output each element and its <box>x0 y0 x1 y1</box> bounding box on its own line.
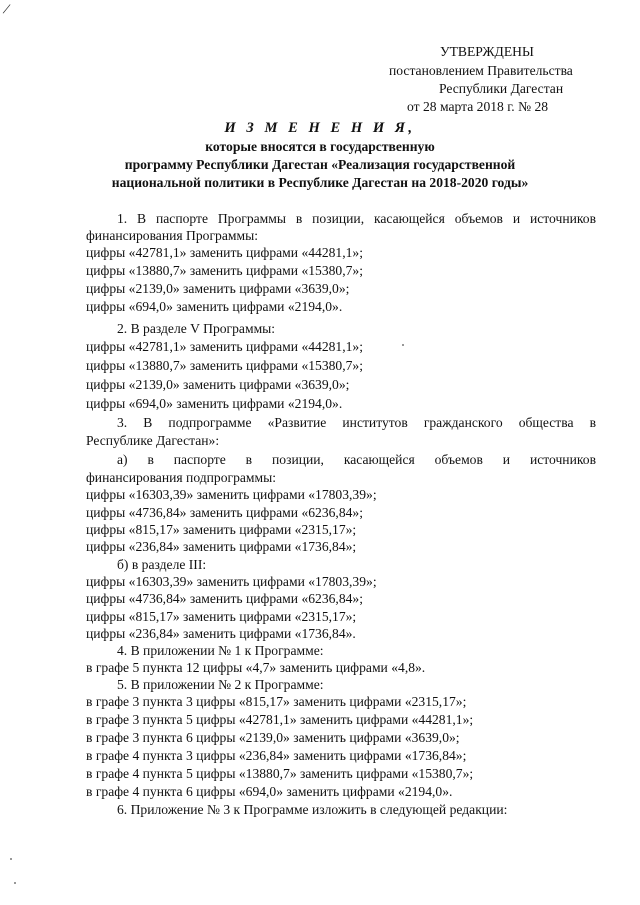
body-line: в графе 5 пункта 12 цифры «4,7» заменить цифрами «4,8». <box>86 660 426 675</box>
body-line: цифры «236,84» заменить цифрами «1736,84». <box>86 626 356 641</box>
approval-line-2: Республики Дагестан <box>439 81 564 96</box>
body-line: цифры «13880,7» заменить цифрами «15380,7»; <box>86 358 363 373</box>
body-line: цифры «694,0» заменить цифрами «2194,0». <box>86 396 343 411</box>
body-line: 2. В разделе V Программы: <box>117 321 276 336</box>
body-line: цифры «815,17» заменить цифрами «2315,17»; <box>86 609 357 624</box>
body-line: цифры «4736,84» заменить цифрами «6236,84»; <box>86 591 363 606</box>
scan-speck <box>14 882 16 884</box>
body-line: в графе 4 пункта 3 цифры «236,84» заменить цифрами «1736,84»; <box>86 748 467 763</box>
body-line: в графе 4 пункта 5 цифры «13880,7» заменить цифрами «15380,7»; <box>86 766 474 781</box>
body-line: цифры «2139,0» заменить цифрами «3639,0»; <box>86 281 350 296</box>
document-title: И З М Е Н Е Н И Я, <box>224 120 416 136</box>
body-line: 1. В паспорте Программы в позиции, касающейся объемов и источников <box>117 211 596 226</box>
body-line: цифры «16303,39» заменить цифрами «17803,39»; <box>86 574 377 589</box>
body-line: цифры «236,84» заменить цифрами «1736,84»; <box>86 539 357 554</box>
body-line: цифры «13880,7» заменить цифрами «15380,7»; <box>86 263 363 278</box>
body-line: цифры «42781,1» заменить цифрами «44281,1»; <box>86 245 363 260</box>
title-line-2: программу Республики Дагестан «Реализация государственной <box>124 157 516 172</box>
body-line: цифры «42781,1» заменить цифрами «44281,1»; <box>86 339 363 354</box>
handwritten-mark: / <box>1 0 12 19</box>
body-line: цифры «2139,0» заменить цифрами «3639,0»; <box>86 377 350 392</box>
body-line: в графе 3 пункта 6 цифры «2139,0» заменить цифрами «3639,0»; <box>86 730 460 745</box>
body-line: в графе 3 пункта 3 цифры «815,17» заменить цифрами «2315,17»; <box>86 694 467 709</box>
body-line: цифры «4736,84» заменить цифрами «6236,84»; <box>86 505 363 520</box>
body-line: 5. В приложении № 2 к Программе: <box>117 677 324 692</box>
body-line: в графе 3 пункта 5 цифры «42781,1» заменить цифрами «44281,1»; <box>86 712 474 727</box>
title-line-1: которые вносятся в государственную <box>205 139 435 154</box>
approval-heading: УТВЕРЖДЕНЫ <box>440 44 534 59</box>
body-line: Республике Дагестан»: <box>86 433 220 448</box>
body-line: цифры «16303,39» заменить цифрами «17803,39»; <box>86 487 377 502</box>
body-line: а) в паспорте в позиции, касающейся объемов и источников <box>117 452 596 467</box>
body-line: 6. Приложение № 3 к Программе изложить в следующей редакции: <box>117 802 508 817</box>
body-line: финансирования Программы: <box>86 228 258 243</box>
approval-line-1: постановлением Правительства <box>389 63 573 78</box>
scan-speck <box>10 858 12 860</box>
body-line: цифры «815,17» заменить цифрами «2315,17»; <box>86 522 357 537</box>
body-line: в графе 4 пункта 6 цифры «694,0» заменить цифрами «2194,0». <box>86 784 453 799</box>
scan-speck <box>402 344 404 346</box>
body-line: цифры «694,0» заменить цифрами «2194,0». <box>86 299 343 314</box>
body-line: 4. В приложении № 1 к Программе: <box>117 643 324 658</box>
approval-line-3: от 28 марта 2018 г. № 28 <box>407 99 549 114</box>
body-line: финансирования подпрограммы: <box>86 470 277 485</box>
title-line-3: национальной политики в Республике Дагестан на 2018-2020 годы» <box>111 175 529 190</box>
body-line: б) в разделе III: <box>117 557 207 572</box>
body-line: 3. В подпрограмме «Развитие институтов гражданского общества в <box>117 415 596 430</box>
